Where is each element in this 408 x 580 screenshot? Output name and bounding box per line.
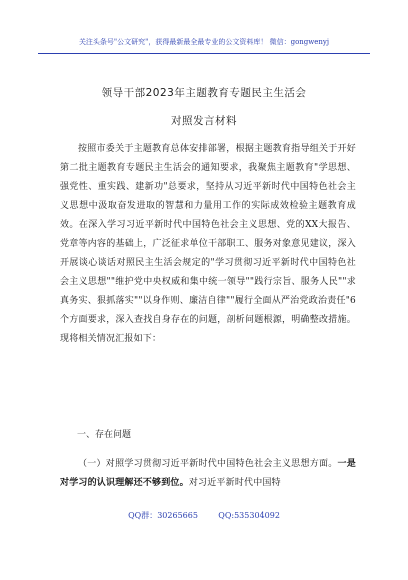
document-title: 领导干部2023年主题教育专题民主生活会 [101, 87, 307, 99]
item-1 [60, 455, 356, 493]
header-promo-note: 关注头条号"公文研究"，获得最新最全最专业的公文资料库！ 微信：gongwenyj [78, 38, 330, 46]
item-1-prefix: （一）对照学习贯彻习近平新时代中国特色社会主义思想方面。 [78, 459, 338, 469]
intro-paragraph: 按照市委关于主题教育总体安排部署，根据主题教育指导组关于开好第二批主题教育专题民主生活会的通知要求，我聚焦主题教育"学思想、强党性、重实践、建新功"总要求，坚持从习近平新时代中国特色社会主义思想中汲取奋发进取的智慧和力量用工作的实际成效检验主题教育成效。在深入学习习近平新时代中国特色社会主义思想、党的XX大报告、党章等内容的基础上，广泛征求单位干部职工、服务对象意见建议，深入开展谈心谈话对照民主生活会规定的"学习贯彻习近平新时代中国特色社会主义思想""维护党中央权威和集中统一领导""践行宗旨、服务人民""求真务实、狠抓落实""以身作则、廉洁自律""履行全面从严治党政治责任"6个方面要求，深入查找自身存在的问题，剖析问题根源，明确整改措施。现将相关情况汇报如下： [60, 144, 356, 344]
header-divider [38, 53, 370, 54]
item-1-bold: 一是对学习的认识理解还不够到位。 [60, 459, 356, 488]
footer-contact [0, 510, 408, 521]
document-subtitle: 对照发言材料 [171, 115, 237, 127]
section-heading: 一、存在问题 [77, 430, 132, 440]
footer-qq-group: QQ群：30265665 [128, 511, 198, 520]
body-paragraph [60, 140, 356, 349]
footer-qq: QQ:535304092 [218, 511, 280, 520]
item-1-rest: 对习近平新时代中国特 [188, 478, 281, 488]
item-paragraph [60, 455, 356, 493]
